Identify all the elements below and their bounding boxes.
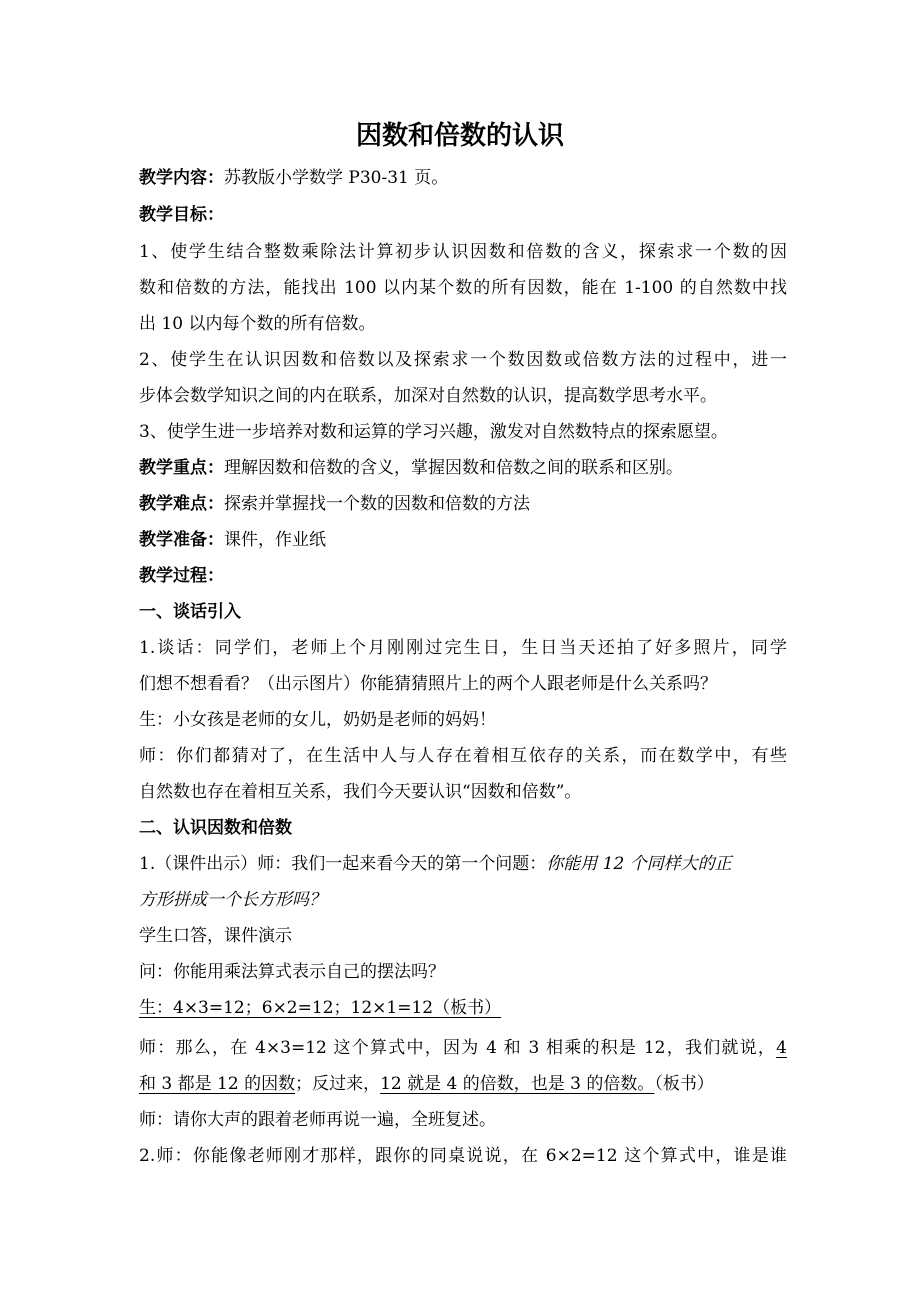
teaching-prep-label: 教学准备：: [139, 530, 224, 550]
section-1-student-line: 生：小女孩是老师的女儿，奶奶是老师的妈妈！: [139, 710, 496, 730]
section-2-question-1-line-2: 方形拼成一个长方形吗？: [139, 890, 326, 910]
teaching-process-label: 教学过程：: [139, 566, 224, 586]
teacher-explanation-part-3: （板书）: [654, 1074, 714, 1094]
teacher-explanation-underlined-2: 和 3 都是 12 的因数: [139, 1074, 296, 1094]
goal-3-line: 3、使学生进一步培养对数和运算的学习兴趣，激发对自然数特点的探索愿望。: [139, 422, 728, 442]
teacher-explanation-part-1: 师：那么，在 4×3=12 这个算式中，因为 4 和 3 相乘的积是 12，我们就说，: [139, 1038, 777, 1058]
section-1-teacher-line-2: 自然数也存在着相互关系，我们今天要认识“因数和倍数”。: [139, 782, 582, 802]
section-1-paragraph-line-1: 1.谈话：同学们，老师上个月刚刚过完生日，生日当天还拍了好多照片，同学: [139, 638, 787, 658]
teaching-key-line: [139, 450, 787, 486]
goal-1-line-2: 数和倍数的方法，能找出 100 以内某个数的所有因数，能在 1-100 的自然数中找: [139, 278, 787, 298]
teaching-goals-label: 教学目标：: [139, 205, 224, 225]
section-2-heading: 二、认识因数和倍数: [139, 818, 292, 838]
teacher-explanation-part-2: ；反过来，: [295, 1074, 381, 1094]
teaching-difficulty-label: 教学难点：: [139, 494, 224, 514]
document-title: 因数和倍数的认识: [355, 121, 564, 151]
section-1-heading: 一、谈话引入: [139, 602, 241, 622]
teaching-difficulty-text: 探索并掌握找一个数的因数和倍数的方法: [224, 494, 530, 514]
section-2-ask-line: 问：你能用乘法算式表示自己的摆法吗？: [139, 962, 445, 982]
section-2-teacher-line-1: [139, 1030, 787, 1066]
teaching-content-line: [139, 160, 787, 196]
teaching-difficulty-line: [139, 486, 787, 522]
teaching-key-text: 理解因数和倍数的含义，掌握因数和倍数之间的联系和区别。: [224, 458, 683, 478]
goal-2-line-1: 2、使学生在认识因数和倍数以及探索求一个数因数或倍数方法的过程中，进一: [139, 350, 787, 370]
section-2-question-1-line-1: [139, 846, 787, 882]
section-2-student-line: [139, 990, 787, 1026]
teacher-explanation-underlined-3: 12 就是 4 的倍数，也是 3 的倍数。: [380, 1074, 655, 1094]
section-1-paragraph-line-2: 们想不想看看？（出示图片）你能猜猜照片上的两个人跟老师是什么关系吗？: [139, 674, 717, 694]
question-1-italic-part-1: 你能用 12 个同样大的正: [546, 854, 732, 874]
teaching-content-text: 苏教版小学数学 P30-31 页。: [224, 168, 449, 188]
goal-2-line-2: 步体会数学知识之间的内在联系，加深对自然数的认识，提高数学思考水平。: [139, 386, 717, 406]
teacher-explanation-underlined-1: 4: [776, 1038, 787, 1058]
teaching-goals-heading: [139, 197, 787, 233]
student-equations: 4×3=12；6×2=12；12×1=12（板书）: [173, 998, 502, 1018]
student-prefix: 生：: [139, 998, 173, 1018]
section-1-teacher-line-1: 师：你们都猜对了，在生活中人与人存在着相互依存的关系，而在数学中，有些: [139, 746, 787, 766]
teaching-prep-line: [139, 522, 787, 558]
question-1-prefix: 1.（课件出示）师：我们一起来看今天的第一个问题：: [139, 854, 547, 874]
section-2-teacher-line-2: [139, 1066, 787, 1102]
teaching-content-label: 教学内容：: [139, 168, 224, 188]
goal-1-line-3: 出 10 以内每个数的所有倍数。: [139, 314, 376, 334]
teaching-process-heading: [139, 558, 787, 594]
section-2-answer-line: 学生口答，课件演示: [139, 926, 292, 946]
teaching-key-label: 教学重点：: [139, 458, 224, 478]
goal-1-line-1: 1、使学生结合整数乘除法计算初步认识因数和倍数的含义，探索求一个数的因: [139, 242, 787, 262]
section-2-repeat-line: 师：请你大声的跟着老师再说一遍，全班复述。: [139, 1110, 496, 1130]
section-2-question-2-line: 2.师：你能像老师刚才那样，跟你的同桌说说，在 6×2=12 这个算式中，谁是谁: [139, 1146, 787, 1166]
teaching-prep-text: 课件，作业纸: [224, 530, 326, 550]
